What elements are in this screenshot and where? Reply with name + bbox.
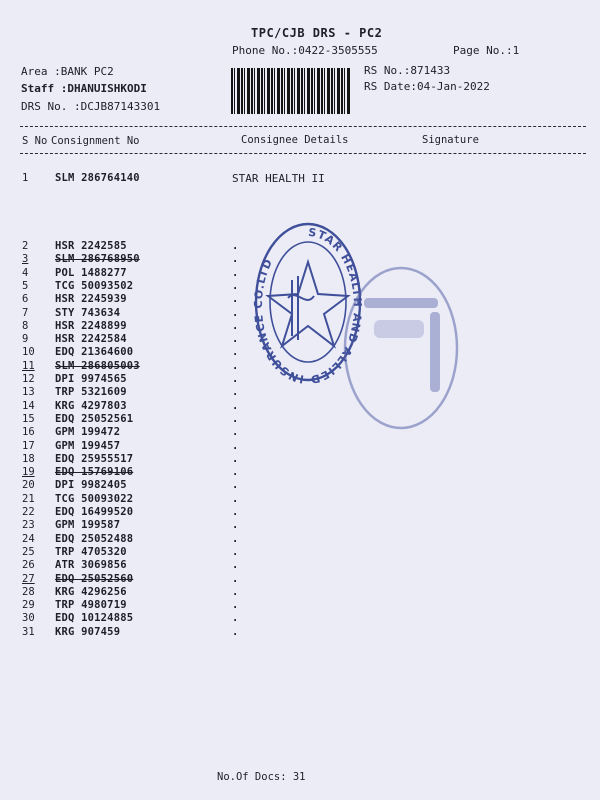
table-row bbox=[0, 466, 600, 480]
row-sno: 21 bbox=[22, 492, 35, 505]
col-sno: S No bbox=[22, 135, 48, 147]
row-consignment: TRP 4705320 bbox=[55, 545, 127, 558]
row-sno: 14 bbox=[22, 399, 35, 412]
table-row bbox=[0, 599, 600, 613]
row-consignment: EDQ 21364600 bbox=[55, 346, 134, 359]
row-sno: 13 bbox=[22, 386, 35, 399]
row-consignee-details: . bbox=[232, 333, 239, 346]
table-row bbox=[0, 413, 600, 427]
row-sno: 15 bbox=[22, 412, 35, 425]
row-consignee-details: . bbox=[232, 545, 239, 558]
row-consignee-details: . bbox=[232, 426, 239, 439]
faded-seal-icon bbox=[340, 262, 462, 434]
rs-date: RS Date:04-Jan-2022 bbox=[364, 80, 490, 93]
table-row bbox=[0, 586, 600, 600]
row-consignee-details: . bbox=[232, 559, 239, 572]
row-consignee-details: . bbox=[232, 359, 239, 372]
table-row bbox=[0, 546, 600, 560]
row-sno: 22 bbox=[22, 506, 35, 518]
row-consignee-details: . bbox=[232, 293, 239, 306]
row-consignment: SLM 286805003 bbox=[55, 359, 140, 372]
row-sno: 19 bbox=[22, 466, 35, 479]
row-sno: 12 bbox=[22, 373, 35, 385]
row-consignment: GPM 199457 bbox=[55, 439, 121, 452]
header-divider-top bbox=[20, 126, 586, 127]
row-consignment: TRP 4980719 bbox=[55, 599, 127, 612]
row-sno: 16 bbox=[22, 426, 35, 439]
table-row bbox=[0, 479, 600, 493]
table-row bbox=[0, 440, 600, 454]
row-consignee-details: . bbox=[232, 439, 239, 452]
row-consignment: EDQ 10124885 bbox=[55, 612, 134, 625]
row-consignee-details: . bbox=[232, 346, 239, 359]
table-row bbox=[0, 493, 600, 507]
row-consignee-details: . bbox=[232, 506, 239, 518]
row-sno: 27 bbox=[22, 572, 35, 585]
table-row bbox=[0, 612, 600, 626]
table-row bbox=[0, 506, 600, 520]
row-consignee-details: . bbox=[232, 519, 239, 532]
row-consignment: TCG 50093022 bbox=[55, 492, 134, 505]
row-consignment: KRG 4296256 bbox=[55, 585, 127, 598]
table-row bbox=[0, 172, 600, 186]
area-label: Area :BANK PC2 bbox=[21, 65, 114, 78]
row-consignee-details: . bbox=[232, 572, 239, 585]
table-row bbox=[0, 573, 600, 587]
row-consignee-details: . bbox=[232, 599, 239, 612]
table-row bbox=[0, 386, 600, 400]
row-consignment: EDQ 16499520 bbox=[55, 506, 134, 518]
row-consignment: HSR 2242585 bbox=[55, 240, 127, 252]
table-row bbox=[0, 626, 600, 640]
row-consignment: HSR 2245939 bbox=[55, 293, 127, 306]
header-divider-bottom bbox=[20, 153, 586, 154]
row-sno: 4 bbox=[22, 266, 29, 279]
barcode bbox=[231, 68, 351, 114]
table-row bbox=[0, 453, 600, 467]
row-consignee-details: . bbox=[232, 492, 239, 505]
table-row bbox=[0, 519, 600, 533]
row-consignee-details: . bbox=[232, 373, 239, 385]
row-sno: 9 bbox=[22, 333, 29, 346]
document-title: TPC/CJB DRS - PC2 bbox=[251, 26, 383, 40]
seal-text: STAR HEALTH AND ALLIED INSURANCE CO.LTD bbox=[252, 225, 364, 386]
row-consignee-details: . bbox=[232, 466, 239, 479]
row-sno: 11 bbox=[22, 359, 35, 372]
row-sno: 20 bbox=[22, 479, 35, 492]
row-consignment: EDQ 25955517 bbox=[55, 452, 134, 465]
table-row bbox=[0, 533, 600, 547]
row-consignee-details: . bbox=[232, 399, 239, 412]
row-consignee-details: STAR HEALTH II bbox=[232, 172, 325, 185]
row-consignment: SLM 286768950 bbox=[55, 253, 140, 266]
row-consignment: KRG 907459 bbox=[55, 625, 121, 638]
phone-number: Phone No.:0422-3505555 bbox=[232, 44, 378, 57]
row-consignee-details: . bbox=[232, 452, 239, 465]
table-row bbox=[0, 426, 600, 440]
row-sno: 1 bbox=[22, 172, 29, 184]
row-consignment: EDQ 25052488 bbox=[55, 532, 134, 545]
page-number: Page No.:1 bbox=[453, 44, 520, 57]
row-consignment: TRP 5321609 bbox=[55, 386, 127, 399]
drs-number: DRS No. :DCJB87143301 bbox=[21, 100, 161, 113]
row-consignment: GPM 199587 bbox=[55, 519, 121, 532]
col-consignment: Consignment No bbox=[51, 135, 140, 147]
row-consignment: EDQ 25052560 bbox=[55, 572, 134, 585]
table-row bbox=[0, 400, 600, 414]
row-consignment: POL 1488277 bbox=[55, 266, 127, 279]
staff-label: Staff :DHANUISHKODI bbox=[21, 82, 147, 95]
row-consignee-details: . bbox=[232, 306, 239, 319]
row-sno: 5 bbox=[22, 279, 29, 292]
row-consignee-details: . bbox=[232, 532, 239, 545]
row-consignment: TCG 50093502 bbox=[55, 279, 134, 292]
row-consignee-details: . bbox=[232, 479, 239, 492]
row-consignee-details: . bbox=[232, 412, 239, 425]
row-consignee-details: . bbox=[232, 253, 239, 266]
row-consignment: SLM 286764140 bbox=[55, 172, 140, 184]
row-sno: 26 bbox=[22, 559, 35, 572]
col-signature: Signature bbox=[422, 134, 479, 146]
table-row bbox=[0, 559, 600, 573]
row-sno: 30 bbox=[22, 612, 35, 625]
row-sno: 31 bbox=[22, 625, 35, 638]
row-consignee-details: . bbox=[232, 266, 239, 279]
row-consignment: EDQ 25052561 bbox=[55, 412, 134, 425]
row-consignee-details: . bbox=[232, 240, 239, 252]
row-consignee-details: . bbox=[232, 319, 239, 332]
row-sno: 10 bbox=[22, 346, 35, 359]
row-consignment: KRG 4297803 bbox=[55, 399, 127, 412]
doc-count: No.Of Docs: 31 bbox=[217, 771, 306, 783]
row-consignee-details: . bbox=[232, 386, 239, 399]
row-consignment: HSR 2248899 bbox=[55, 319, 127, 332]
row-sno: 24 bbox=[22, 532, 35, 545]
row-sno: 23 bbox=[22, 519, 35, 532]
row-sno: 25 bbox=[22, 545, 35, 558]
row-consignment: DPI 9982405 bbox=[55, 479, 127, 492]
row-consignment: HSR 2242584 bbox=[55, 333, 127, 346]
row-consignment: STY 743634 bbox=[55, 306, 121, 319]
row-sno: 7 bbox=[22, 306, 29, 319]
row-consignment: DPI 9974565 bbox=[55, 373, 127, 385]
row-consignee-details: . bbox=[232, 625, 239, 638]
row-consignment: ATR 3069856 bbox=[55, 559, 127, 572]
rs-number: RS No.:871433 bbox=[364, 64, 451, 77]
col-consignee: Consignee Details bbox=[241, 134, 349, 146]
row-sno: 6 bbox=[22, 293, 29, 306]
row-consignee-details: . bbox=[232, 585, 239, 598]
row-consignee-details: . bbox=[232, 279, 239, 292]
row-sno: 2 bbox=[22, 240, 29, 252]
row-sno: 18 bbox=[22, 452, 35, 465]
row-sno: 8 bbox=[22, 319, 29, 332]
row-sno: 28 bbox=[22, 585, 35, 598]
row-sno: 3 bbox=[22, 253, 29, 266]
row-consignment: EDQ 15769106 bbox=[55, 466, 134, 479]
row-consignment: GPM 199472 bbox=[55, 426, 121, 439]
row-sno: 29 bbox=[22, 599, 35, 612]
row-sno: 17 bbox=[22, 439, 35, 452]
row-consignee-details: . bbox=[232, 612, 239, 625]
